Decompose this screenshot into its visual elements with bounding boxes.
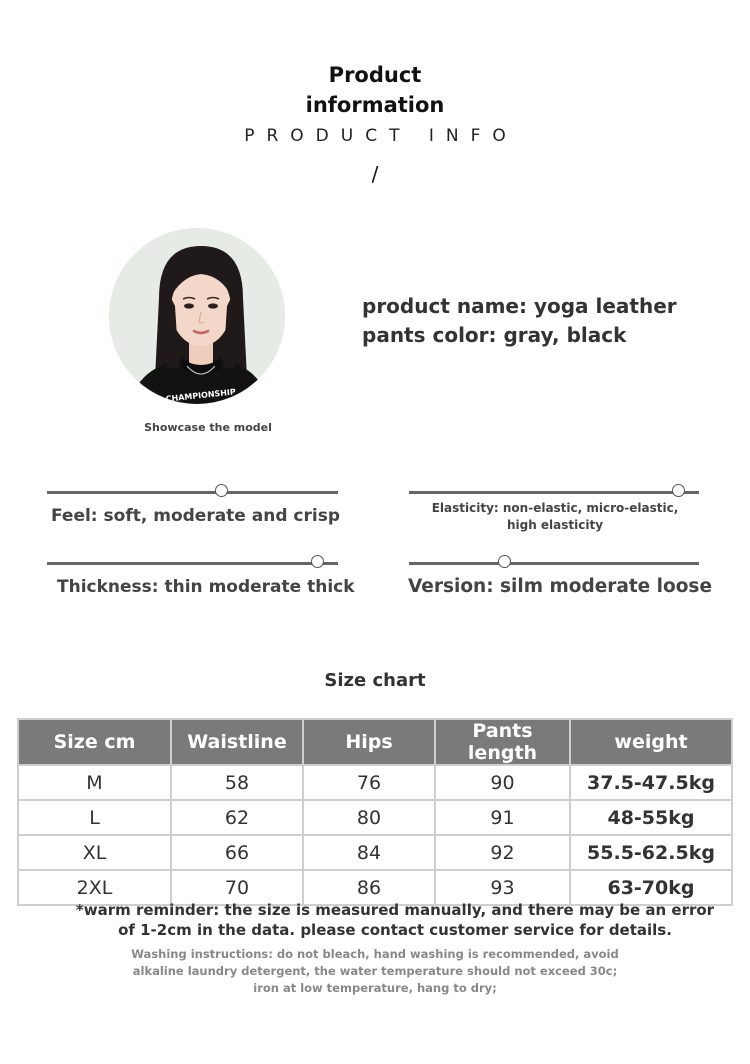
- header-weight: weight: [570, 719, 732, 765]
- cell-size: 2XL: [18, 870, 171, 905]
- size-chart-header-row: [18, 719, 732, 765]
- shirt-text: CHAMPIONSHIP: [165, 387, 237, 404]
- cell-hips: 76: [303, 765, 435, 800]
- washing-line-2: alkaline laundry detergent, the water temperature should not exceed 30c;: [132, 964, 618, 978]
- washing-line-1: Washing instructions: do not bleach, hand washing is recommended, avoid: [131, 947, 619, 961]
- version-knob: [498, 555, 511, 568]
- table-row: [18, 835, 732, 870]
- cell-hips: 86: [303, 870, 435, 905]
- version-track: [409, 562, 699, 565]
- product-info: [362, 292, 677, 350]
- cell-waistline: 70: [171, 870, 303, 905]
- thickness-knob: [311, 555, 324, 568]
- feel-knob: [215, 484, 228, 497]
- header-waistline: Waistline: [171, 719, 303, 765]
- warm-reminder: [0, 900, 750, 940]
- cell-weight: 48-55kg: [570, 800, 732, 835]
- version-label: Version: silm moderate loose: [408, 576, 712, 597]
- elasticity-track: [409, 491, 699, 494]
- cell-weight: 37.5-47.5kg: [570, 765, 732, 800]
- header-hips: Hips: [303, 719, 435, 765]
- header-divider: /: [371, 162, 379, 186]
- thickness-track: [47, 562, 338, 565]
- table-row: [18, 765, 732, 800]
- cell-pants-length: 91: [435, 800, 570, 835]
- washing-line-3: iron at low temperature, hang to dry;: [253, 981, 497, 995]
- cell-waistline: 58: [171, 765, 303, 800]
- model-photo: [109, 228, 285, 404]
- cell-hips: 80: [303, 800, 435, 835]
- cell-weight: 63-70kg: [570, 870, 732, 905]
- page-title: [0, 60, 750, 120]
- size-chart-table: [17, 718, 733, 906]
- thickness-label: Thickness: thin moderate thick: [57, 577, 355, 597]
- title-line-1: Product: [328, 63, 422, 87]
- reminder-line-1: *warm reminder: the size is measured manually, and there may be an error: [75, 901, 715, 919]
- cell-pants-length: 93: [435, 870, 570, 905]
- cell-waistline: 62: [171, 800, 303, 835]
- cell-pants-length: 92: [435, 835, 570, 870]
- cell-pants-length: 90: [435, 765, 570, 800]
- feel-track: [47, 491, 338, 494]
- product-color: pants color: gray, black: [362, 323, 627, 347]
- header-size: Size cm: [18, 719, 171, 765]
- title-line-2: information: [305, 93, 445, 117]
- table-row: [18, 800, 732, 835]
- size-chart-title: Size chart: [324, 670, 426, 691]
- reminder-line-2: of 1-2cm in the data. please contact customer service for details.: [118, 921, 672, 939]
- elasticity-label: Elasticity: non-elastic, micro-elastic, high elasticity: [431, 501, 679, 532]
- elasticity-knob: [672, 484, 685, 497]
- feel-label: Feel: soft, moderate and crisp: [51, 506, 340, 526]
- header-pants-length: Pants length: [435, 719, 570, 765]
- cell-waistline: 66: [171, 835, 303, 870]
- cell-weight: 55.5-62.5kg: [570, 835, 732, 870]
- washing-instructions: [0, 946, 750, 997]
- cell-size: M: [18, 765, 171, 800]
- cell-size: XL: [18, 835, 171, 870]
- product-name: product name: yoga leather: [362, 294, 677, 318]
- page-subtitle: PRODUCT INFO: [244, 126, 518, 146]
- cell-size: L: [18, 800, 171, 835]
- cell-hips: 84: [303, 835, 435, 870]
- model-caption: Showcase the model: [144, 421, 272, 434]
